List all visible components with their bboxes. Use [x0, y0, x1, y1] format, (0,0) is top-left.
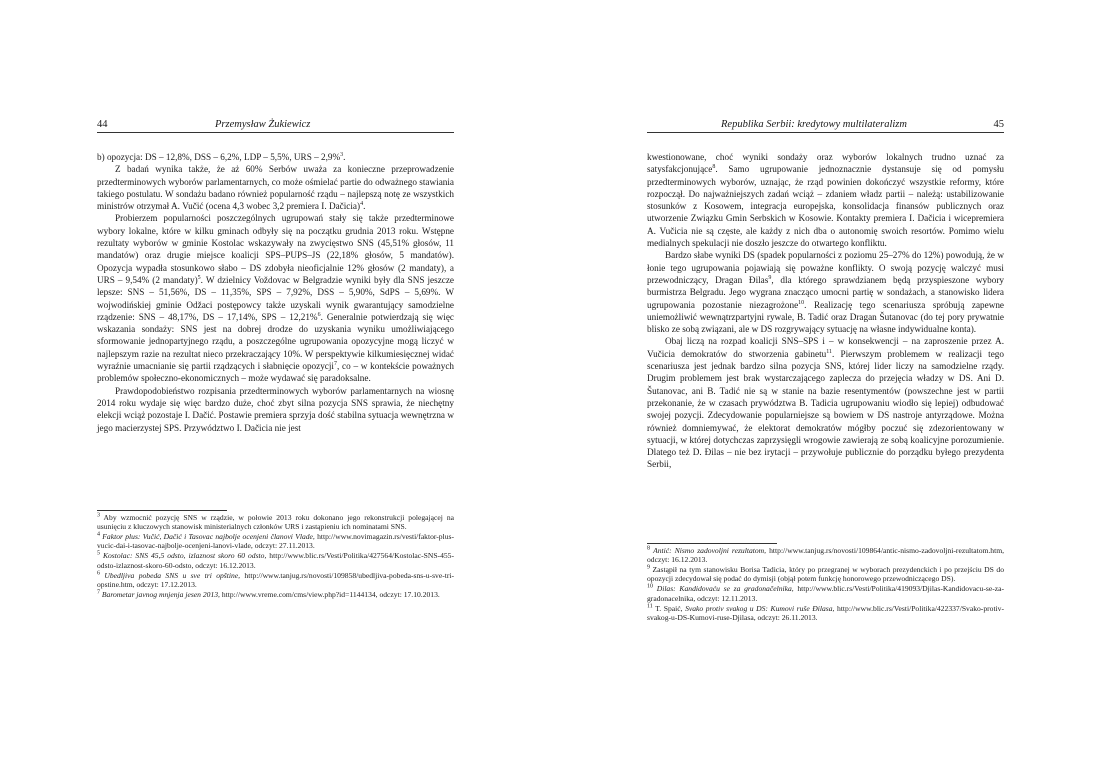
left-page-header	[97, 119, 454, 133]
footnote-ref[interactable]: 4	[360, 201, 364, 208]
footnote: $^6$ Ubedljiva pobeda SNS u sve tri opštine, http://www.tanjug.rs/novosti/109858/ubedljiva-pobeda-sns-u-sve-tri-opstine.htm, odczyt: 17.12.2013.	[97, 570, 455, 589]
right-page-header	[647, 119, 1004, 133]
footnote-ref[interactable]: 10	[798, 299, 805, 306]
paragraph: Prawdopodobieństwo rozpisania przedterminowych wyborów parlamentarnych na wiosnę 2014 roku wydaje się więc bardzo duże, choć zbyt silna pozycja SNS sprawia, że niechętny elekcji wciąż pozostaje I. Dačić. Postawie premiera sprzyja dość stabilna sytuacja wewnętrzna w jego macierzystej SPS. Przywództwo I. Dačicia nie jest	[97, 385, 454, 433]
footnote-divider	[97, 510, 227, 511]
running-header: Republika Serbii: kredytowy multilateralizm	[721, 119, 907, 130]
footnote: $^{11}$ T. Spaić, Svako protiv svakog u DS: Kumovi ruše Đilasa, http://www.blic.rs/Vesti/Politika/422337/Svako-protiv-svakog-u-DS-Kumovi-ruse-Djilasa, odczyt: 26.11.2013.	[647, 603, 1005, 622]
footnote-ref[interactable]: 11	[826, 348, 833, 355]
paragraph: Bardzo słabe wyniki DS (spadek popularności z poziomu 25–27% do 12%) powodują, że w łonie tego ugrupowania pojawiają się poważne konflikty. O swoją pozycję walczyć musi przewodniczący, Dragan Đilas$^9$, dla którego sprawdzianem będą przyspieszone wybory burmistrza Belgradu. Jego wygrana znacząco umocni partię w sondażach, a stanowisko lidera ugrupowania pozostanie niezagrożone$^{10}$. Realizację tego scenariusza spróbują zapewne uniemożliwić wewnątrzpartyjni rywale, B. Tadić oraz Dragan Šutanovac (do tej pory prywatnie blisko ze sobą związani, ale w DS rozgrywający sytuację na własne indywidualne konta).	[647, 250, 1004, 335]
footnote: $^8$ Antić: Nismo zadovoljni rezultatom, http://www.tanjug.rs/novosti/109864/antic-nismo-zadovoljni-rezultatom.htm, odczyt: 16.12.2013.	[647, 545, 1005, 565]
footnote-ref[interactable]: 8	[712, 164, 716, 171]
paragraph: kwestionowane, choć wyniki sondaży oraz wyborów lokalnych trudno uznać za satysfakcjonujące$^8$. Samo ugrupowanie jednoznacznie dystansuje się od pomysłu przedterminowych wyborów, uznając, że rząd powinien dokończyć wszystkie reformy, które rozpoczął. Do najważniejszych zadań wciąż – zdaniem władz partii – należą: ustabilizowanie stosunków z Kosowem, integracja europejska, konsolidacja finansów publicznych oraz utworzenie Związku Gmin Serbskich w Kosowie. Kontakty premiera I. Dačicia i wicepremiera A. Vučicia nie są częste, ale każdy z nich dba o autonomię swoich resortów. Pomimo wielu medialnych spekulacji nie doszło jeszcze do otwartego konfliktu.	[647, 152, 1004, 249]
footnote-ref[interactable]: 7	[334, 360, 337, 367]
page-number: 45	[993, 119, 1004, 130]
footnote: $^3$ Aby wzmocnić pozycję SNS w rządzie, w połowie 2013 roku dokonano jego rekonstrukcji polegającej na usunięciu z kluczowych stanowisk ministerialnych członków URS i zastąpieniu ich nominatami SNS.	[97, 512, 454, 532]
paragraph: Z badań wynika także, że aż 60% Serbów uważa za konieczne przeprowadzenie przedterminowych wyborów parlamentarnych, co może ośmielać partie do odważnego stawiania takiego postulatu. W sondażu badano również popularność rządu – najlepszą notę ze wszystkich ministrów otrzymał A. Vučić (ocena 4,3 wobec 3,2 premiera I. Dačicia)$^4$.	[97, 164, 454, 212]
paragraph: Probierzem popularności poszczególnych ugrupowań stały się także przedterminowe wybory lokalne, które w kilku gminach odbyły się na początku grudnia 2013 roku. Wstępne rezultaty wyborów w gminie Kostolac wskazywały na zwycięstwo SNS (45,51% głosów, 11 mandatów) oraz drugie miejsce koalicji SPS–PUPS–JS (22,18% głosów, 5 mandatów). Opozycja wypadła stosunkowo słabo – DS zdobyła nieoficjalnie 12% głosów (2 mandaty), a URS – 9,54% (2 mandaty)$^5$. W dzielnicy Voždovac w Belgradzie wyniki były dla SNS jeszcze lepsze: SNS – 51,56%, DS – 11,35%, SPS – 7,92%, DSS – 5,90%, SdPS – 5,69%. W wojwodińskiej gminie Odžaci postępowcy także uzyskali wynik gwarantujący samodzielne rządzenie: SNS – 48,17%, DS – 17,14%, SPS – 12,21%$^6$. Generalnie potwierdzają się więc wskazania sondaży: SNS jest na dobrej drodze do uzyskania wyniku umożliwiającego sformowanie jednopartyjnego rządu, a poszczególne ugrupowania opozycyjne mogą liczyć w najlepszym razie na rezultat nieco przekraczający 10%. W perspektywie kilkumiesięcznej widać wyraźnie umacnianie się partii rządzących i słabnięcie opozycji$^7$, co – w kontekście poważnych problemów społeczno-ekonomicznych – może wydawać się paradoksalne.	[97, 213, 455, 384]
footnote-ref[interactable]: 5	[197, 274, 201, 281]
running-header: Przemysław Żukiewicz	[215, 119, 311, 130]
footnote-divider	[647, 543, 777, 544]
page-number: 44	[97, 119, 108, 130]
footnote: $^9$ Zastąpił na tym stanowisku Borisa Tadicia, który po przegranej w wyborach prezydenckich i po przejściu DS do opozycji zdecydował się podać do dymisji (objął potem funkcję honorowego przewodniczącego DS).	[647, 564, 1004, 584]
footnote: $^4$ Faktor plus: Vučić, Dačić i Tasovac najbolje ocenjeni članovi Vlade, http://www.novimagazin.rs/vesti/faktor-plus-vucic-dai-i-tasovac-najbolje-ocenjeni-lanovi-vlade, odczyt: 27.11.2013.	[97, 531, 454, 551]
right-page-body	[647, 151, 1004, 471]
footnote: $^7$ Barometar javnog mnjenja jesen 2013, http://www.vreme.com/cms/view.php?id=1144134, odczyt: 17.10.2013.	[97, 589, 440, 599]
footnote: $^5$ Kostolac: SNS 45,5 odsto, izlaznost skoro 60 odsto, http://www.blic.rs/Vesti/Politika/427564/Kostolac-SNS-455-odsto-izlaznost-skoro-60-odsto, odczyt: 16.12.2013.	[97, 550, 455, 570]
footnote-ref[interactable]: 6	[317, 311, 321, 318]
footnote: $^{10}$ Dilas: Kandidovaću se za gradonačelnika, http://www.blic.rs/Vesti/Politika/419093/Djilas-Kandidovacu-se-za-gradonacelnika, odczyt: 12.11.2013.	[647, 583, 1004, 603]
paragraph: Obaj liczą na rozpad koalicji SNS–SPS i – w konsekwencji – na zaproszenie przez A. Vučicia demokratów do stworzenia gabinetu$^{11}$. Pierwszym problemem w realizacji tego scenariusza jest jednak bardzo silna pozycja SNS, której lider liczy na samodzielne rządy. Drugim problemem jest brak wystarczającego zaplecza do przejęcia władzy w DS. Ani D. Šutanovac, ani B. Tadić nie są w stanie na bazie resentymentów (powszechne jest w partii przekonanie, że w czasach prywództwa B. Tadicia ugrupowaniu wiodło się lepiej) odbudować swojej pozycji. Zdecydowanie popularniejsze są bowiem w DS nastroje antyrządowe. Można również domniemywać, że elektorat demokratów mógłby poczuć się zdezorientowany w sytuacji, w której dotychczas zaprzysięgli wrogowie zawierają ze sobą koalicyjne porozumienie. Dlatego też D. Đilas – nie bez irytacji – przywołuje publicznie do porządku byłego prezydenta Serbii,	[647, 336, 1004, 470]
paragraph: b) opozycja: DS – 12,8%, DSS – 6,2%, LDP – 5,5%, URS – 2,9%$^3$.	[97, 151, 346, 162]
footnotes	[647, 546, 1004, 623]
footnote-ref[interactable]: 3	[340, 151, 344, 158]
footnotes	[97, 513, 454, 600]
footnote-ref[interactable]: 9	[768, 274, 772, 281]
left-page-body	[97, 151, 454, 434]
